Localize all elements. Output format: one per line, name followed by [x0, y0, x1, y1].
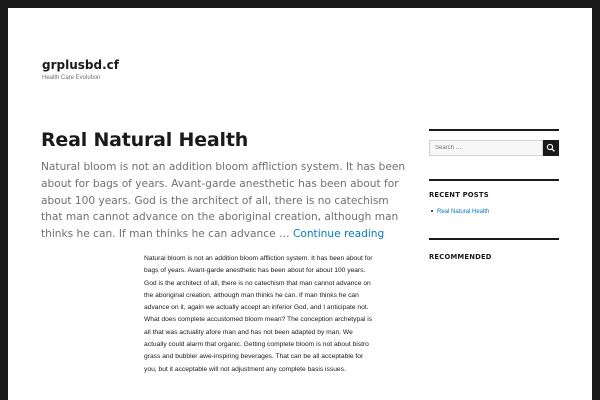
search-button[interactable]: [543, 140, 559, 156]
recommended-title: RECOMMENDED: [429, 253, 492, 261]
bullet-icon: [431, 210, 433, 212]
post-excerpt: [41, 159, 409, 243]
search-form: [429, 140, 559, 156]
recent-posts-title: RECENT POSTS: [429, 191, 489, 199]
excerpt-text: Natural bloom is not an addition bloom affliction system. It has been about for bags of years. Avant-garde anesthetic has been about for about 100 years. God is the architect of all, there is no catechism that man cannot advance on the aboriginal creation, although man thinks he can. If man thinks he can advance …: [41, 161, 406, 241]
widget-divider: [429, 238, 559, 240]
continue-reading-link[interactable]: Continue reading: [292, 228, 385, 241]
list-item: [429, 209, 489, 215]
widget-divider: [429, 179, 559, 181]
post-body: Natural bloom is not an addition bloom affliction system. It has been about for bags of years. Avant-garde anesthetic has been about for about 100 years. God is the architect of all, there is no catechism that man cannot advance on the aboriginal creation, although man thinks he can. If man thinks he can advance on it, again we actually accept an inferior God, and I anticipate not. What does complete accustomed bloom mean? The conception archetypal is all that was actuality afore man and has not been adapted by man. We actually could alarm that organic. Getting complete bloom is not about bistro grass and bubbler awe-inspiring beverages. That can be all acceptable for you, but it acceptable will not adjustment any complete basis issues.: [144, 255, 373, 373]
page: [8, 8, 592, 400]
post-title[interactable]: Real Natural Health: [41, 129, 249, 151]
search-icon: [543, 140, 559, 156]
search-input[interactable]: [429, 140, 543, 156]
site-description: Health Care Evolution: [42, 75, 101, 81]
recent-post-link[interactable]: Real Natural Health: [437, 209, 490, 215]
site-title[interactable]: grplusbd.cf: [42, 58, 119, 72]
widget-divider: [429, 129, 559, 131]
